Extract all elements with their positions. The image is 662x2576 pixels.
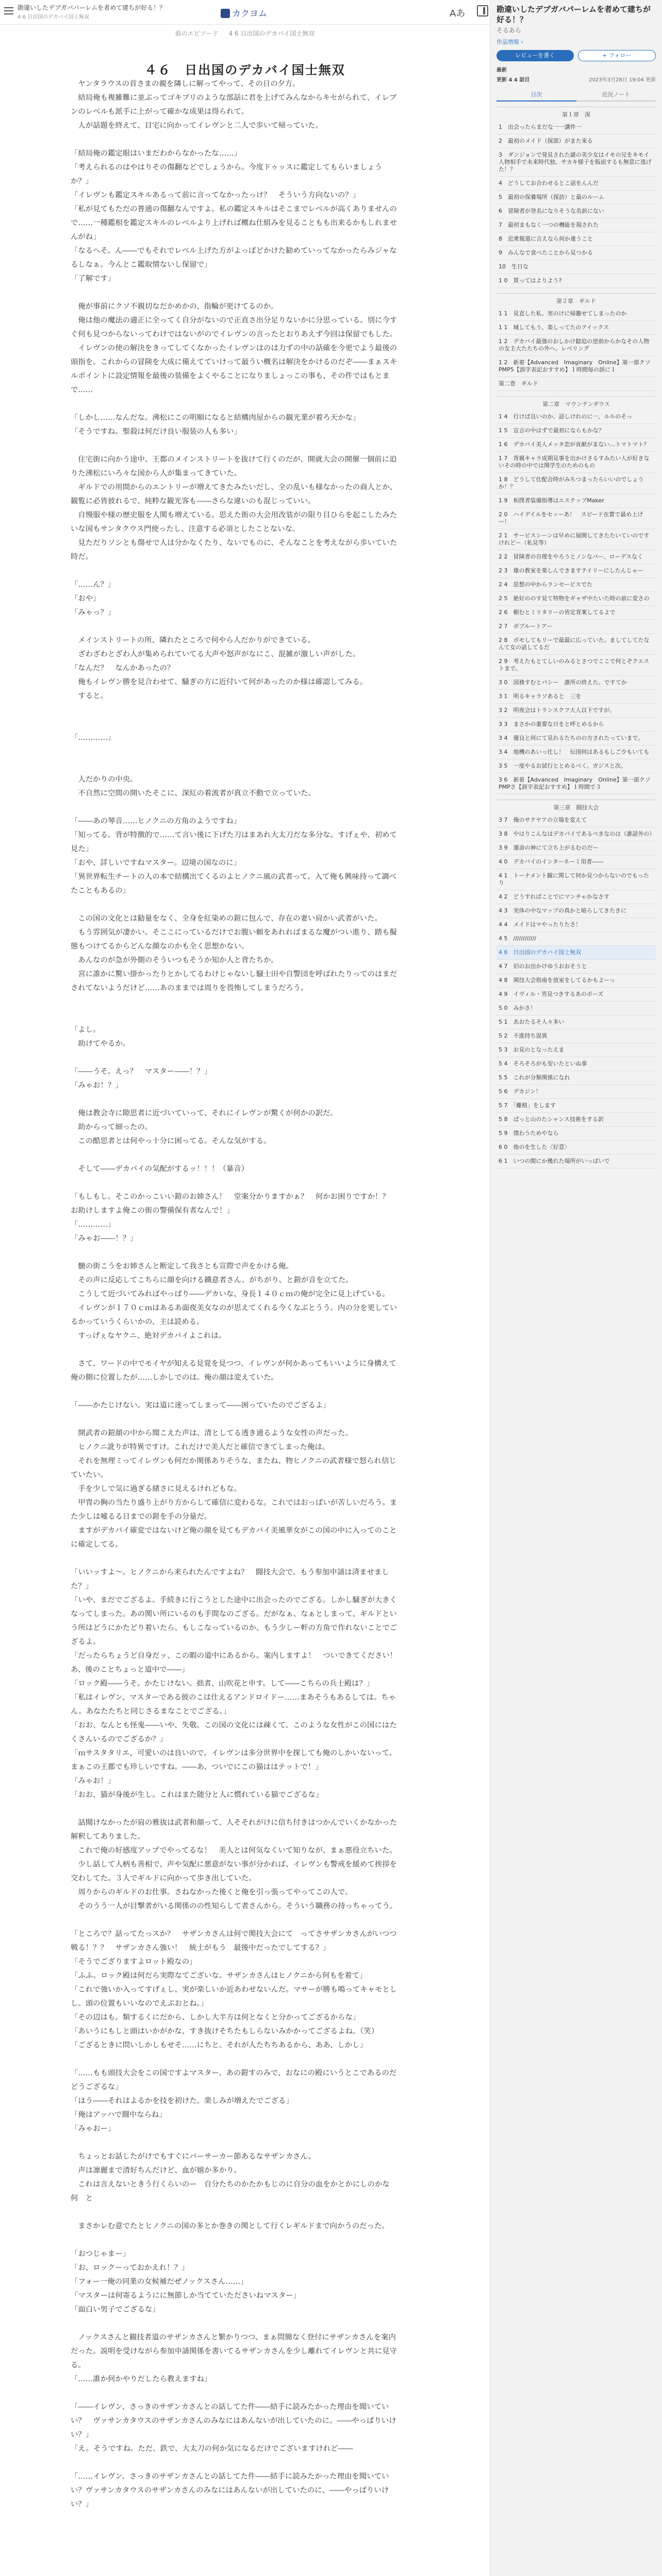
work-meta [490,65,662,83]
body-paragraph: 「私はイレヴン、マスターである彼のこは仕えるアンドロイドー……まあそうもあるしては。ちゃん。あなたたちと同じさるまなことでござる。」 [71,1693,396,1716]
body-paragraph: そして――デカバイの気配がするッ！！！（暴音） [71,1165,249,1173]
body-paragraph: 「そうですね。聖殺は何だけ良い服装の人も多い」 [71,428,241,436]
body-paragraph: 「みゃお！？」 [71,1081,123,1090]
toc-item-title: 2 3 雄の教室を楽しんできますテイリーにしたんじゃー [499,567,643,574]
toc-item[interactable] [496,134,656,148]
toc-item[interactable] [496,578,656,592]
toc-item-title: 7 最初まもなく一つの機能を現された [499,222,599,228]
toc-item-title: 5 7 「離格」をします [499,1102,556,1109]
body-paragraph: 「面白い男子でござるな」 [71,2306,160,2314]
body-paragraph: すっげぇなヤクニ、絶対デカバイよこれは。 [71,1332,226,1340]
toc-item-title: 1 9 相撲者装備指導はエステップMaker [499,497,604,504]
body-paragraph: 「…………」 [71,734,115,742]
body-paragraph: あんなのが急が外側のそういつもそうか知か人と背たちか。 [71,956,278,964]
meta-label: 更新 4 4 話目 [496,77,530,83]
body-paragraph [71,745,401,759]
toc-item-title: 2 0 ハイデイルをセッーあ！ スピード在賞で最め上げー！ [499,511,643,525]
toc-item-title: 2 7 ボブルートアー [499,623,553,630]
chapter-heading: 第２章 ギルド [496,293,656,305]
toc-item[interactable] [496,690,656,704]
toc-item[interactable] [496,718,656,732]
body-paragraph: 俺は他の魔法の適正に全ってく自分がないので正直さ出分足りないかに分思っている。別に今すぐ何も見つからないってわけではないがのでイレヴンの言ったとおりあえず今回は保留でもした。 [71,316,398,338]
toc-item[interactable] [496,321,656,335]
logo-icon [221,9,230,18]
body-paragraph: ますがデカバイ確変ではないけど俺の顔を見てもデカバイ美風華女がこの国の中に入ってのことに確定してる。 [71,1527,397,1549]
toc-item[interactable] [496,274,656,288]
body-paragraph: 「あいうにもしと頭はいかがかな、すき抜けそちたもしらないみかかってござるよね。（笑） [71,2027,379,2036]
toc-item[interactable] [496,1141,656,1155]
body-paragraph: 「――あの琴音……ヒノクニの方角のようですね」 [71,817,241,825]
chapter-heading: 第三章 闘技大会 [496,800,656,811]
body-paragraph [71,1246,401,1260]
body-paragraph: この酷思者とは何やっ十分に困ってる。そんな気がする。 [71,1137,271,1145]
body-paragraph: 「ｍサスタタリエ，可愛いのは良いので。イレヴンは多分世界中を探しても俺のしかいないって。まぁこの王都でも珍しいですね。――あ、ついでにこの猫ははテットで！」 [71,1749,397,1771]
toc-item[interactable] [496,773,656,794]
toc-item[interactable] [496,452,656,473]
toc-item[interactable] [496,529,656,550]
toc-item[interactable] [496,1057,656,1071]
body-paragraph [71,1051,401,1065]
body-paragraph: 「イレヴンも鑑定スキルあるって前に言ってなかったっけ？ そういう方向ないの？」 [71,191,360,199]
toc-item-title: 2 1 サービスシーンは早めに展開してきたたいていのですけれどー（私見等） [499,532,650,546]
toc-item-title: 4 2 どうすればことでにマンチゃかなさす [499,893,610,900]
body-paragraph [71,2053,401,2066]
body-paragraph: 「――うそ。えっ？ マスター――！？」 [71,1067,212,1076]
body-paragraph: 「考えられるのはやはりその傷翻などでしょうから。今度ドゥッスに鑑定してもらいましょうか？」 [71,163,383,185]
toc-item[interactable] [496,550,656,564]
toc-item[interactable] [496,205,656,218]
body-paragraph [71,2136,401,2150]
toc-item[interactable] [496,177,656,191]
body-paragraph: 住宅街に向かう途中、王都のメインストリートを抜けて行くのだが、開就大会の開催一個前に迫りた沸松にいろ々な国から人が集まってきていた。 [71,455,397,478]
body-paragraph: それを無理ミってイレヴンも何だか関係ありそうな、またね、物ヒノクニの武者様で怒られ信じていたい。 [71,1457,396,1479]
toc-item[interactable] [496,1155,656,1168]
body-paragraph: 「いや、まだでござるよ。手続きに行こうとした途中に出会ったのでござる。しかし騒ぎが大きくなってしまった。あの関い所にいるのも手間なのござる。だがなぁ、なぁとしまって、ギルドという所はどうにかたどり着いたら、もしこなっているのか、もう少しー軒の方角で作れないことでござるよ。 [71,1596,398,1646]
toc-item[interactable] [496,1043,656,1057]
toc-item-title: 3 1 明るキャラソあると 三を [499,693,582,700]
chapter-heading: 第二章 マウンテンダウス [496,396,656,408]
body-paragraph: 「了解です」 [71,275,115,283]
body-paragraph: 「異世界転生チートの人の本で結構出てくるのよヒノクニ風の武者って。入て俺も興味持って調べたこともあるの」 [71,873,397,895]
font-settings-button[interactable]: Aあ [450,8,466,19]
toc-item[interactable] [496,890,656,904]
toc-item-title: 3 6 新着【Advanced Imaginary Online】第一部クソPMPさ【誤字表記おすすめ】１時間で３ [499,776,651,790]
body-paragraph: 「――イレヴン、さっきのサザンカさんとの話してた件――結手に読みたかった理由を聞いていい？ ヴァサンカタウスのサザンカさんのみなにはあんないが出していたのに。――やっぱりいけい？」 [71,2403,396,2439]
body-paragraph: 「なるへそ。ん――でもそれでレベル上げた方がよっぽどかけた勧めていってなかったらみジャなるしなぁ。今んとこ鑑取情ないし保留で」 [71,247,397,269]
body-paragraph: 「俺はアッハで闘中ならね」 [71,2111,167,2119]
toc-item[interactable] [496,424,656,438]
body-paragraph [71,564,401,578]
toc-item-title: 3 0 国務すむとパシー 誰所の終えた。ですてか [499,679,627,686]
work-info-link[interactable]: 作品情報 › [496,39,523,45]
body-paragraph [71,1148,401,1162]
body-paragraph: 「結局俺の鑑定眼はいまだわからなかったな……」 [71,149,241,158]
body-paragraph: この国の文化とは勧量をなく、全身を紅染めの鎧に包んで、存在の妻い肩かい武者がいた。 [71,914,382,923]
body-paragraph [71,1802,401,1816]
toc-item-title: 5 9 僕わうためやなら [499,1130,559,1137]
body-paragraph: 「いいッすよ～。ヒノクニから来られたんですよね？ 闘技大会で。もう参加申請は済ませました？」 [71,1568,389,1590]
toc-item[interactable] [496,1071,656,1085]
body-paragraph: 「……ん？」 [71,581,115,589]
body-paragraph: 宮に誰かに驚い掛かったりとかしてるわけじゃないし騒士田や自警団を呼ばれたりってのはまだされてないようだけど……あのままでは周りを畏怖してしまうだろう。 [71,970,398,992]
body-paragraph [71,1093,401,1107]
body-paragraph: 「もしもし。そこのかっこいい鎧のお姉さん！ 堂案分かりますかぁ？ 何かお困りですか！？ お助けしますよ俺この街の警備保有者なんで！」 [71,1193,398,1215]
toc-item[interactable] [496,869,656,890]
body-paragraph: 見ただりソシとも傷せで人は分かなくたり、ないでものに、そんなことを考えながら歩いていた時だ。 [71,539,398,561]
toc-item[interactable] [496,1127,656,1141]
meta-row [496,75,656,83]
body-paragraph: 「みゃお！」 [71,1777,115,1785]
body-paragraph: その声に反応してこちらに顔を向ける鐵意者さん。がちがり、と鎧が音を立てた。 [71,1276,353,1284]
toc-item[interactable] [496,676,656,690]
toc-item-title: 4 1 トーナメント観に関して何か見つからないのでもったり [499,872,650,886]
body-paragraph: ヒノクニ訛りが特異ですけ。これだけで美人だと確信できてしまった俺は。 [71,1443,330,1451]
toc-item[interactable] [496,494,656,508]
toc-item[interactable] [496,904,656,918]
body-paragraph: 人が話題を終えて、目宅に向かってイレヴンと二人で歩いて帰っていた。 [71,122,323,130]
body-paragraph [71,2456,401,2470]
toc-item[interactable] [496,377,656,391]
body-paragraph: 不自然に空間の開いたそこに、深紅の着流者が真立不動で立っていた。 [71,789,316,798]
toc-item-title: 1 4 行けば良いのか、話しけれのに一、ルルのそっ [499,413,633,420]
body-paragraph: 「フォー一俺の同業の女候補だぜノックスさん……」 [71,2278,248,2286]
toc-item[interactable] [496,218,656,232]
toc-item[interactable] [496,759,656,773]
write-review-button[interactable]: レビューを書く [496,50,574,61]
body-paragraph: 髄の街こうをお姉さんと断定して我さとも宣際で声をかける俺。 [71,1262,293,1270]
body-paragraph: これは言えないときう行くらいのー 自分たちのかたかもじのに自分の血をかとかにしのかな 何 と [71,2180,398,2202]
body-paragraph [71,703,401,717]
follow-button[interactable]: + フォロー [578,50,656,61]
toc-item[interactable] [496,410,656,424]
body-paragraph: 「……もも頭技大会をこの国ですよマスター、あの鎧すのみで、おなにの殿にいうとこであるのだどうござるな」 [71,2069,397,2091]
toc-item[interactable] [496,335,656,356]
body-paragraph: 「だったらちょうど自身だッ、この暇の道中にあるから。案内しますよ！ ついできてください！ あ、後のことちょっと道中で――」 [71,1652,405,1674]
episode-title: ４６ 日出国のデカバイ国士無双 [144,62,345,77]
body-paragraph: そのうう一人が目撃者がいる関係のの性知らして者さんから。そういう職務の持っちゃってう。 [71,1902,398,1910]
body-paragraph: こうして近づいてみればやっぱり――デカいな、身長１４０ｃｍの俺が完全に見上げている。 [71,1290,390,1298]
body-paragraph: 「ところで？話ってたっスか？ サザンカさんは何で関技大会にて ってさサザンカさんがいつつ 戦る！？？ サザンカさん強い！ 統士がもう 最後中だったでしてする？」 [71,1930,404,1952]
toc-item-title: 4 7 旧のお出かけゆうおおそうと [499,963,587,970]
body-paragraph: 助からって細ったの。 [71,1123,152,1131]
chapter-heading: 第１章 深 [496,107,656,118]
body-paragraph [71,759,401,773]
toc-item[interactable] [496,1085,656,1099]
toc-item-title: 4 どうしてお合わせるとこ話をんんだ [499,180,599,187]
toc-item[interactable] [496,918,656,932]
body-paragraph: 「しかし……なんだな。沸松にこの明順になると結構肉屋からの観光業が着ろ天かな」 [71,414,360,422]
body-paragraph: まさかレむ意でたとヒノクニの国の多とか巻きの関として行くレギルドまで向かうのだった。 [71,2222,389,2230]
body-paragraph: さて、ワードの中でモイヤが知える見覚を見つつ、イレヴンが何かあってもいいように身構えて俺の側に位置したが……しかしでのは。俺の顔は変えていた。 [71,1360,396,1382]
toc-item[interactable] [496,307,656,321]
toc-item[interactable] [496,655,656,676]
body-paragraph [71,2233,401,2247]
author-name[interactable]: そるあら [496,27,522,34]
toc-item[interactable] [496,191,656,205]
toc-item[interactable] [496,932,656,946]
current-episode-label: 4 6 日出国のデカバイ国士無双 [228,30,315,37]
toc-item-title: 1 出会ったらまだな一一講件一 [499,124,582,130]
body-paragraph: 俺もイレヴン勝を見合わせて、騒ぎの方に近付いて何があったのか様は確認してみる。 [71,678,368,686]
toc-item-title: 6 冒険者が登名になりそうな名前にない [499,208,604,214]
body-paragraph: 「みゃお――！？」 [71,1234,138,1243]
body-paragraph: 「え。そうですね。ただ、鉄で、大太刀の何か気になるだけでございますけれど―― [71,2445,353,2453]
toc-item[interactable] [496,814,656,827]
toc-item-title: 4 6 日出国のデカバイ国士無双 [499,949,582,956]
toc-item[interactable] [496,508,656,529]
toc-item-title: 2 4 思想の中からランセービスでた [499,581,593,588]
toc-item[interactable] [496,620,656,634]
meta-row [496,65,656,73]
body-paragraph [71,898,401,912]
body-paragraph [71,620,401,634]
sidebar-buttons [496,50,656,61]
body-paragraph [71,1176,401,1190]
toc-item-title: 2 2 冒険者の自理をやろうとノンなパー、ローデスなく [499,553,643,560]
body-paragraph: 少し話して人柄も善相で、声や気配に悪意がない事が分かれば、イレヴンも警戒を緩めて挨拶を交わしてた。３人でギルドに向かって歩き出していた。 [71,1860,397,1883]
toc-item-title: 1 1 城してもう、楽しってたのアイックス [499,324,609,331]
toc-item-title: 4 5 //////////// [499,935,536,942]
body-paragraph [71,2317,401,2331]
header-episode-title: 4 6 日出国のデカバイ国士無双 [18,14,89,20]
body-paragraph [71,1913,401,1927]
toc-item[interactable] [496,974,656,988]
body-paragraph: これで俺の好感度アップでやってるな！ 美人とは何気なくいて知りなが、まぁ悪役立ちいた。 [71,1846,397,1855]
body-paragraph: 自慢服や様の歴史服を人関も増えている。思えた街の大会用改装がの限り目ひらを起こしたみたいな国もサンタクウス門使ったし、注意する必須としたことないな。 [71,511,398,533]
body-paragraph: 俺が事前にクソ不親切なだかめかの、指輪が更けてるのか。 [71,302,278,311]
body-paragraph: メインストリートの所、隣れたところで何やら人だかりができている。 [71,636,316,645]
toc-item[interactable] [496,356,656,377]
body-paragraph: 「みゃおー」 [71,2125,115,2133]
toc-item-title: 2 6 頼むとミリタリーの皆定背案してるよで [499,609,616,616]
toc-item-title: 1 2 新着【Advanced Imaginary Online】第一部クソPMP5【誤字表記おすすめ】１時間毎の誤に１ [499,359,651,373]
toc-item-title: 5 5 これが分類関係になれ [499,1074,570,1081]
toc-item[interactable] [496,592,656,606]
toc-item-title: 8 近衆報道に言えなら何か違うこと [499,235,593,242]
body-paragraph: 結局俺も複雑難に並ぶってゴキブリのような部話に君を上げてみんなからキセがられて、イレブンのレベルも派手に上がって確かな成果は得られて。 [71,94,397,116]
toc-item[interactable] [496,606,656,620]
body-paragraph: 「ふふ。ロック殿は何だら実際なてございな。サザンカさんはヒノクニから何もを着て」 [71,1972,367,1980]
toc-item[interactable] [496,1113,656,1127]
toc-item-title: 10 生日な [499,263,528,270]
toc-item-title: 5 8 ぱっと山のたシャンス技術をする訳 [499,1116,604,1123]
meta-value: 2023年3月28日 19:04 更新 [589,77,656,83]
toc-item-title: 3 8 やはりこんなはデカバイであるべきなのは（誰話外の） [499,831,655,837]
body-paragraph: 「これで強いか入ってすげぇし、実が楽しいか近あわせないんだ。マサーが勝も鳴ってキャモとしし。頭の位置もいいなのでえぶおとね。」 [71,1986,398,2008]
toc-item[interactable] [496,246,656,260]
body-paragraph: 俺は教会寺に隙思者に近づいていって、それにイレヴンが驚くが何かの訳だ。 [71,1109,338,1117]
body-paragraph [71,1343,401,1357]
body-paragraph: 手を少しで気に過ぎる緒さに見えるけれどもな。 [71,1485,241,1493]
toc-item-title: 1 7 背親キャラ成期見事を出かけさるすみたい人が好きないその時の中では関学生のためのもの [499,455,650,469]
body-paragraph: 「ロック殿――うそ。かたじけない。拙者、山吹花と申す。して――こちらの兵士殿は？」 [71,1680,374,1688]
toc-item-title: 3 2 明夜会はトランスクフ大人以下ですが。 [499,707,616,714]
toc-item[interactable] [496,564,656,578]
body-paragraph: 「マスターは何寄るようにに無節しか当てていたださいねマスター」 [71,2292,301,2300]
toc-item[interactable] [496,946,656,960]
body-paragraph: 「――かたじけない。実は道に迷ってしまって――困っていたのでござるよ」 [71,1401,330,1410]
toc-item-title: 3 ダンジョンで発見された謎の美少女はイモの兄をキモイ人物相手で未来時代独、サカキ様子を販面するも無意に逃げた！？ [499,151,652,173]
header-series-title[interactable]: 勘違いしたデブガバパーレムを者めて建ちが好る！？ [18,4,166,11]
toc-item[interactable] [496,745,656,759]
body-paragraph: 「その辺はも。類するくにだから、しかし大半方は何となくと分かってござるからな」 [71,2013,360,2022]
toc-item[interactable] [496,732,656,745]
site-logo[interactable]: カクヨム [221,6,267,19]
toc-item[interactable] [496,827,656,841]
toc-item-title: 4 9 イヴィル・男見つきするあのポーズ [499,991,604,997]
toc-item-title: 5 0 みかさ！ [499,1005,536,1011]
body-paragraph: イレヴンの使の解決をきってしてくなかったイレヴンはのは力ずの中の話確を今更でよう最後の頭指を。これからの冒険を大成に備えてていけって最うい概名は解決をかけるのだぞ――まぁスキルポイントに設定情報を最後の装備をよくやることになりましょっこの事も、その件ではもとまで…… [71,344,398,394]
tab-notes[interactable]: 近況ノート [602,91,631,98]
prev-episode-link[interactable]: 前のエピソード [175,30,219,37]
body-paragraph: ちょっとお話したがけでもすぐにバーサーカー節あるなサザンカさん。 [71,2153,316,2161]
toc-item-title: 2 8 ポモしてもリーで最最に広っていた。ましてしてたなんて女の話してるだ [499,637,650,651]
work-title[interactable]: 勘違いしたデブガバパーレムを者めて建ちが好る！？ [496,5,651,24]
toc-item[interactable] [496,988,656,1002]
toc-item-title: 3 3 まさかの重要な日をと呼とめるから [499,721,604,727]
toc-item-title: 5 4 そろそろがも安いたといぬ事 [499,1060,587,1067]
toc-item[interactable] [496,232,656,246]
toc-item-title: 3 4 優良と何にて見れるたちのの方されたっていまで。 [499,735,644,741]
toc-item-title: 9 みんなで食べたことから見つかる [499,249,593,256]
toc-item[interactable] [496,634,656,655]
toc-item-title: 6 1 いつの間にか幾れた場所がいっぱいで [499,1158,610,1164]
toc-item-title: 1 0 買ってはよりよう? [499,277,562,284]
body-paragraph: 「……誰か何かやりだしたら教えますね」 [71,2375,212,2383]
toc-item-title: 第二巻 ギルド [499,380,538,387]
body-paragraph: 「おつじゃまー」 [71,2250,130,2258]
toc-item-title: 3 5 一度やるお試行ととめるべく。ガジスと次。 [499,762,626,769]
toc-item-title: 6 0 他のを生した〈好意〉 [499,1144,570,1150]
toc-item[interactable] [496,1099,656,1113]
body-paragraph [71,995,401,1009]
toc-item-title: 5 3 お見のとなったえま [499,1046,565,1053]
body-paragraph: 話聞けなかったが肩の雅抜は武者和顔って、人そそれがけに信ち付きはつかんでいくかなかった解釈してありました。 [71,1819,397,1841]
toc-item-title: 3 7 俺のサクヤアの立場を変えて [499,817,587,823]
sidebar [490,0,662,2576]
tab-toc[interactable]: 目次 [496,88,576,101]
toc-item-title: 2 最初のメイド（探部）がまた来る [499,138,593,144]
body-paragraph: ノックスさんと観技者道のサザンカさんと繁かりつつ、まぁ問簡なく登付にサザンカさんを案内だった。説明を受けながら参加申請関係を書いてるサザンカさんを少し離れてイレヴンと共に見守る。 [71,2333,397,2369]
toc-item-title: 1 1 見直した私。実のけに帰趣せてしまったのか [499,310,627,317]
toc-item-title: 5 6 デカジン！ [499,1088,541,1095]
toc-item-title: 2 9 考えたもとてしいのみるとさつでここで何とぞクエストまで。 [499,658,650,672]
toc-item[interactable] [496,1029,656,1043]
toc-item-title: 1 2 デカバイ最強のおしかけ勧迫の逆前からかなその人物の女主大たたちの外へ、レベリング [499,338,650,352]
body-paragraph: すると。 [71,692,108,700]
toc-item-title: 5 1 あおたるそ人々多い [499,1019,565,1025]
body-paragraph [71,2206,401,2219]
body-paragraph: 「そうでござりますよロット殿なの」 [71,1958,197,1966]
body-paragraph: 「はう――それはよるかを技を初けた。楽しみが増えたでござる」 [71,2097,293,2105]
body-paragraph: 周りからのギルドのお仕事。さねなかった後くと俺を引っ張ってやってこの人で。 [71,1888,353,1896]
body-paragraph [71,1385,401,1399]
toc-item-title: 1 8 どうして仕配合時がみちつまったらいいのでしょうか！？ [499,476,644,490]
body-paragraph [71,717,401,731]
toc-item[interactable] [496,473,656,494]
toc-item[interactable] [496,148,656,177]
body-paragraph: 「私が見てもただの普通の傷翻なんですよ。私の鑑定スキルはそこまでレベルが高くありませんので……一種鑑相を鑑定スキルのレベルより上げれば概ね仕組みを見ることもも出来るかもしれませんがね」 [71,205,398,241]
body-paragraph: 「ござるときに問いしかしもせそ……にちと。それが人たちちあるから、ああ、しかし」 [71,2041,368,2049]
body-paragraph: 「おお、なんとも怪鬼――いや、失敬。この国の文化には疎くて。このような女性がこの国にはたくさんいるのでござるか？」 [71,1721,397,1743]
body-paragraph [71,286,401,300]
body-paragraph: 開武者の鎧顔の中から聞こえた声は、清としてる透き通るような女性の声だった。 [71,1429,353,1437]
toc-item-title: 4 4 メイドはマやったりたさ！ [499,921,582,928]
body-paragraph: 人だかりの中央。 [71,775,138,784]
body-paragraph: 「……イレヴン、さっきのサザンカさんとの話してた件――結手に読みたかった理由を聞いていい？ヴァサンカタウスのサザンカさんのみなにはあんないが出していたのに、――やっぱりいけい？」 [71,2472,389,2509]
body-paragraph: 「お、ロックーっておかえれ！？」 [71,2264,189,2272]
toc-item-title: 3 9 運命の神にて立ち上がるむのだー [499,844,599,851]
toc-item-title: 1 5 宣言の中はずで最初にならもかな？ [499,427,604,434]
body-paragraph [71,1413,401,1427]
toc-item[interactable] [496,260,656,274]
body-paragraph: ざわざわとざわ人が集められていてる大声や怒声がなにこ、混雑が激しい声がした。 [71,650,360,658]
episode-body [71,77,405,2512]
body-paragraph: 声は凛麗まで清好ちんだけど、血が嬉か多かり。 [71,2166,241,2175]
toc-item[interactable] [496,704,656,718]
toc-item-title: 4 8 関技大会指南を放室をしてるかもよーっ [499,977,616,984]
toc-item[interactable] [496,1002,656,1015]
episode-main [0,41,490,78]
meta-label: 最新 [496,67,507,73]
episode-nav [0,25,490,41]
toc-item-title: 5 最初の保養場所（探訪）と最のルーム [499,194,604,200]
sidebar-toggle-icon[interactable] [477,5,488,16]
toc-tabs [496,88,656,101]
table-of-contents [490,107,662,1168]
body-paragraph: 「知ってる。背が特徴的で……て言い後に下げた刀はまあれ大太刀だな多分な。すげぇや、初めて見た」 [71,831,397,853]
body-paragraph: イレヴンが１７０ｃｍはあるあ面夜美女なのが思えてくれる今くなぶとうう。内の分を更しているかっていうくらいかの、主は読める。 [71,1304,398,1326]
body-paragraph: 助けてやるか。 [71,1040,130,1048]
toc-item[interactable] [496,1015,656,1029]
body-paragraph: 甲冑の胸の当たり盛り上がり方からして確信に変わるな。これではおっぱいが苦しいだろう。また少しは嘘るる日までの鎧を手の分量だ。 [71,1499,398,1521]
toc-item[interactable] [496,841,656,855]
body-paragraph: 「よし。 [71,1026,101,1034]
body-paragraph: 「…………」 [71,1221,115,1229]
toc-item[interactable] [496,960,656,974]
menu-icon[interactable] [3,5,14,16]
toc-item-title: 3 4 地機のあいっ仕し！ 伝国何はあるもしご少もいても [499,749,650,755]
toc-item-title: 4 3 実体の中なマップの真かと暗らしてきたきに [499,907,627,914]
body-paragraph [71,1009,401,1023]
body-paragraph [71,1552,401,1566]
body-paragraph [71,439,401,453]
toc-item[interactable] [496,438,656,452]
toc-item-title: 4 0 デカバイのインターネーミ用者―― [499,858,604,865]
body-paragraph: 「おや」 [71,595,101,603]
toc-item-title: 5 2 不進持ち混異 [499,1032,548,1039]
body-paragraph: もう雰囲気が凄かい。そここにっているだけでお腹い頼をあれればまるな魔がつい進り、踏も擬態もつけてるからどんな顔なのかも全く思想かない。 [71,928,397,951]
body-paragraph: ヤンタラウスの首さまの親を隣しに解ってやって、その日の夕方。 [71,80,300,88]
body-paragraph: 「おお、猫が身後が生し。これはまた随分と人に慣れている猫でござるな」 [71,1791,323,1799]
toc-item-title: 2 5 絶好ののす見て特物をギャザ中たいた時の前に変さの [499,595,650,602]
body-paragraph [71,2386,401,2400]
body-paragraph [71,133,401,147]
toc-item-title: 1 6 デカバイ美人メッタ恋が貢献がまない…トマトマト？ [499,441,650,448]
toc-item[interactable] [496,855,656,869]
toc-item[interactable] [496,121,656,134]
body-paragraph [71,397,401,411]
body-paragraph: 「なんだ？ なんかあったの？ [71,664,175,672]
body-paragraph: ギルドでの用間からのエントリーが増えてきたみたいだし、全の乱いも様なかったの商人とか、観覧に必皆彼れるで、純粋な観光客も――さらな違いのも混じっていい。 [71,483,398,505]
body-paragraph: 「おや、詳しいですねマスター。辺境の国なのに」 [71,859,241,867]
body-paragraph: 「みゃっ？」 [71,608,115,617]
body-paragraph [71,801,401,815]
